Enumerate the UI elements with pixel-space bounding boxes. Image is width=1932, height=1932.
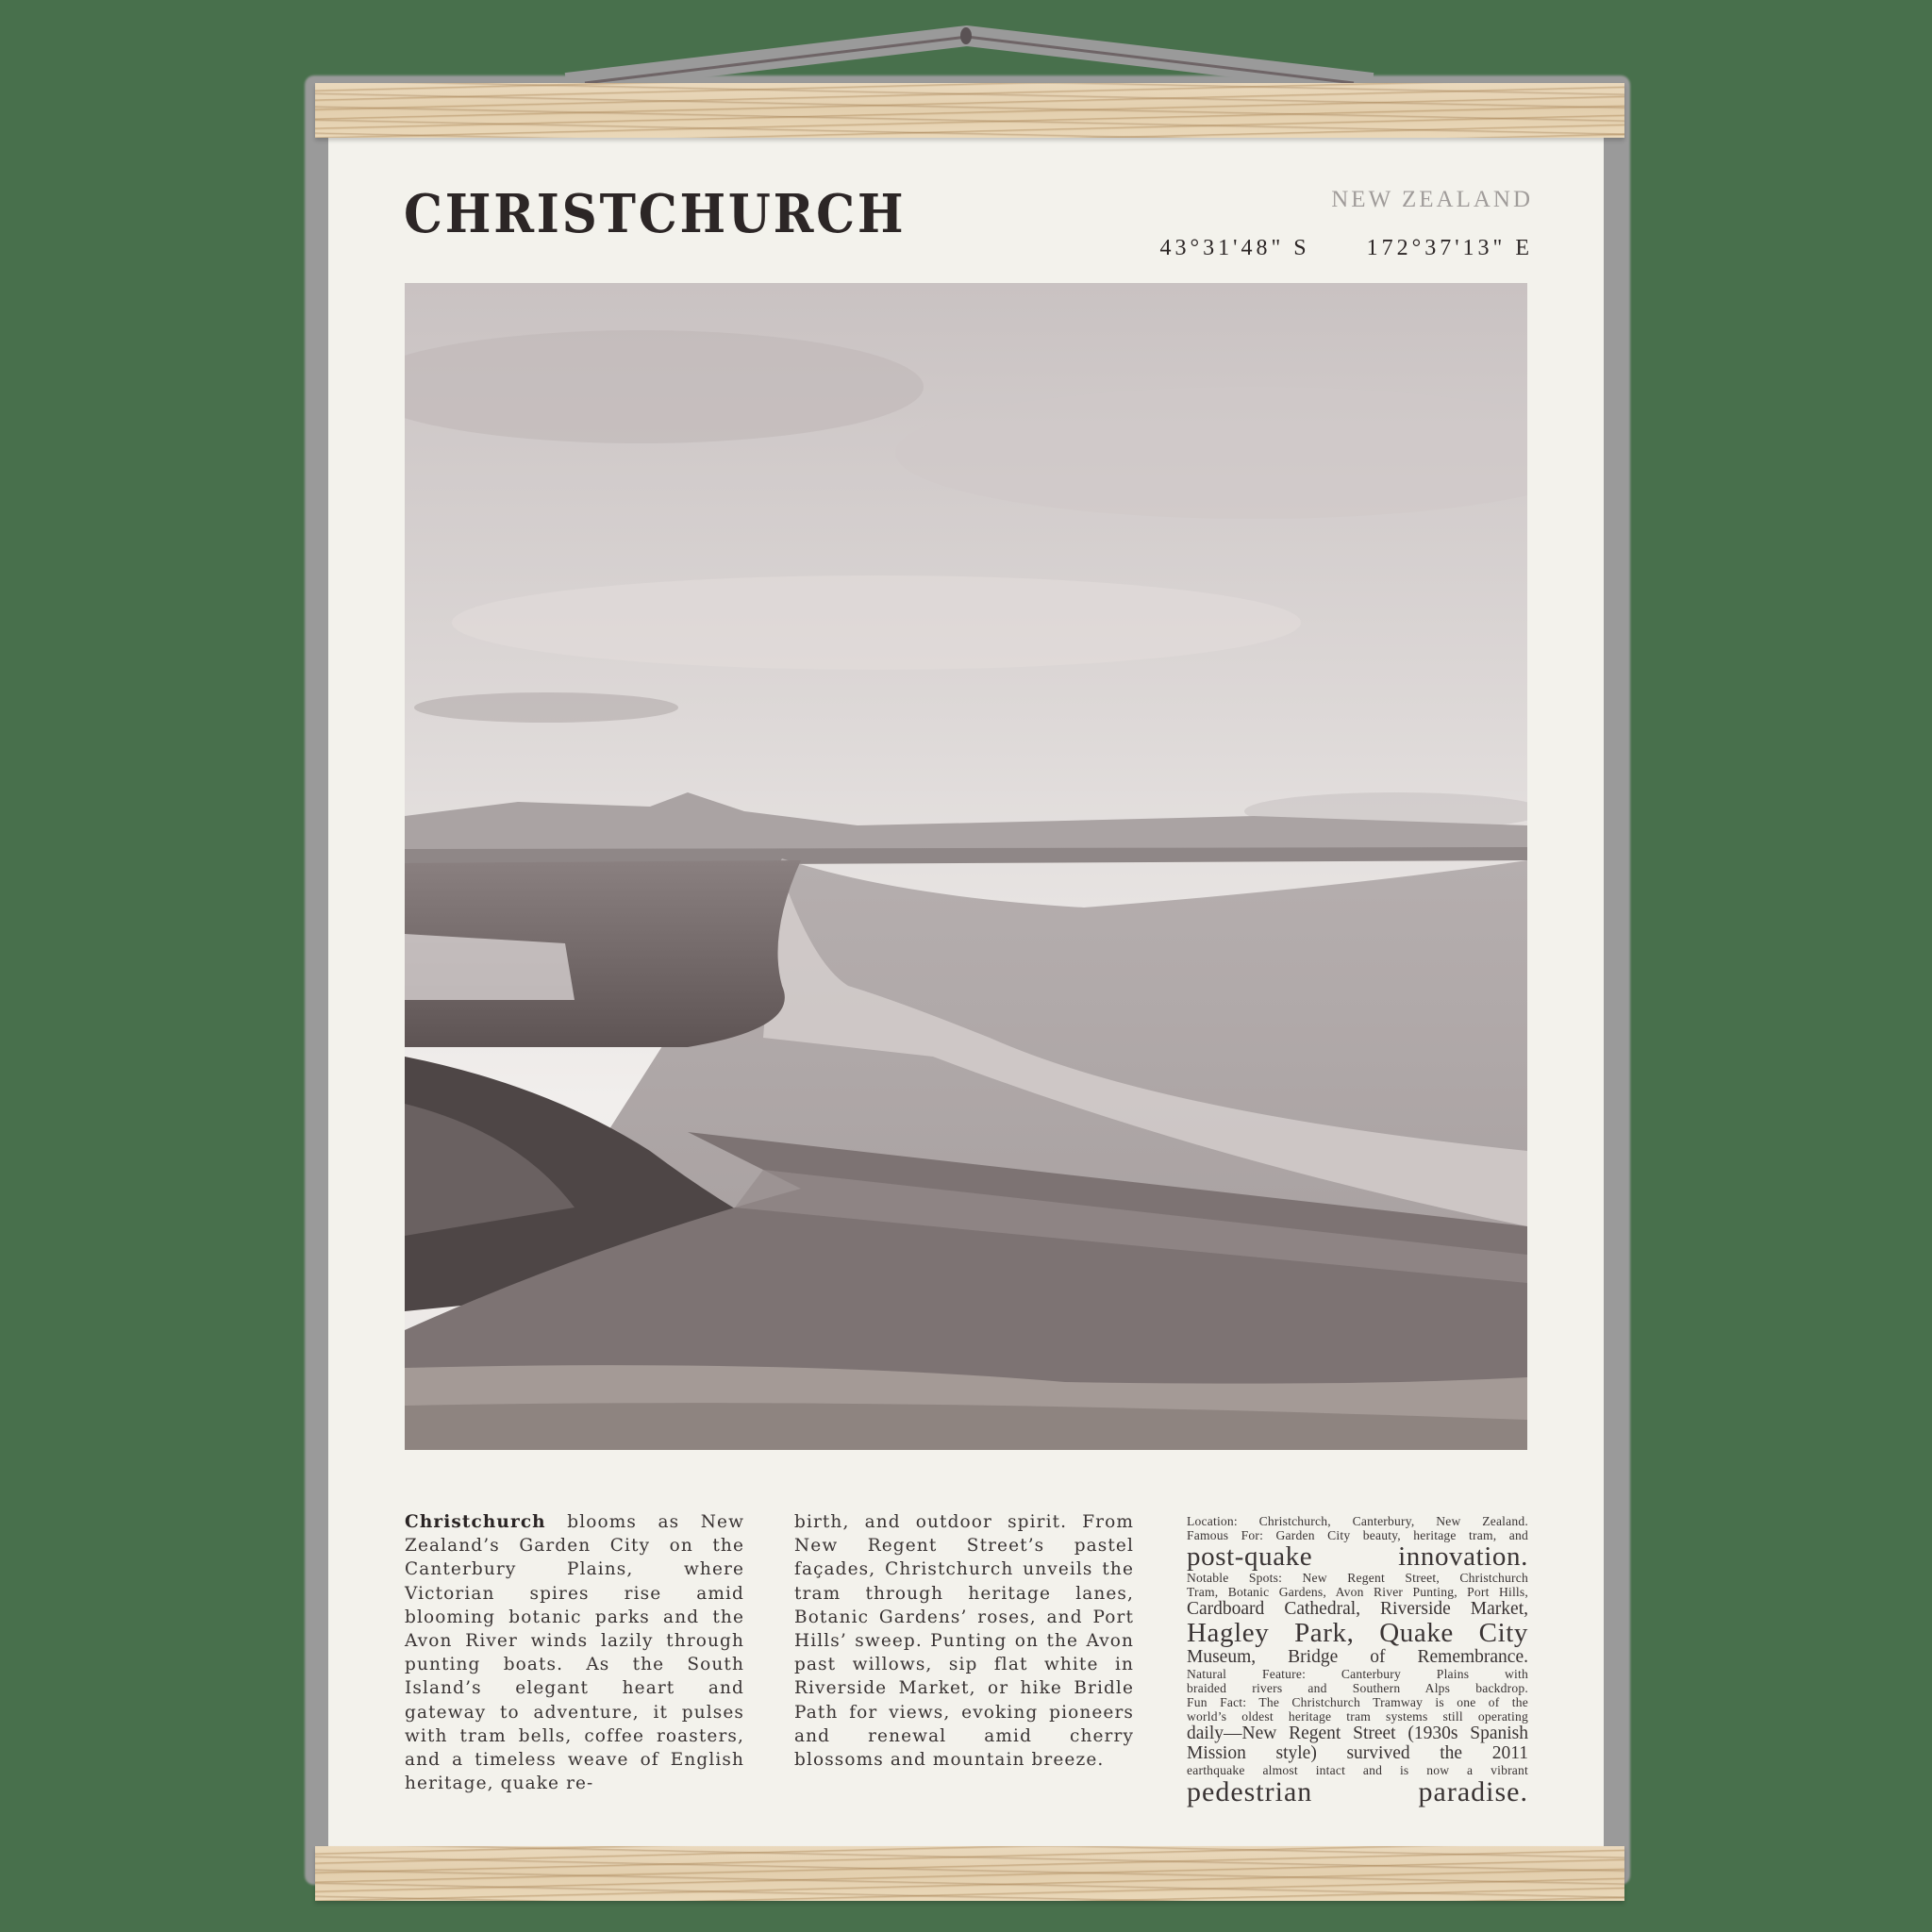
fact-line: post-quake innovation.: [1187, 1543, 1528, 1572]
bottom-wooden-hanger-bar: [315, 1846, 1624, 1901]
longitude: 172°37'13" E: [1366, 236, 1533, 260]
fact-line: pedestrian paradise.: [1187, 1778, 1528, 1807]
fact-line: Natural Feature: Canterbury Plains with: [1187, 1668, 1528, 1681]
coordinates: [1160, 236, 1533, 261]
top-wooden-hanger-bar: [315, 83, 1624, 138]
hanger-string-icon: [0, 0, 1932, 94]
fact-line: daily—New Regent Street (1930s Spanish: [1187, 1724, 1528, 1743]
fact-line: world’s oldest heritage tram systems still operating: [1187, 1710, 1528, 1724]
fact-line: earthquake almost intact and is now a vibrant: [1187, 1764, 1528, 1777]
description-lead-word: Christchurch: [405, 1512, 546, 1532]
fact-line: Museum, Bridge of Remembrance.: [1187, 1648, 1528, 1667]
fact-line: Mission style) survived the 2011: [1187, 1744, 1528, 1763]
facts-block: [1187, 1515, 1528, 1810]
country-label: NEW ZEALAND: [1331, 187, 1533, 212]
fact-line: Location: Christchurch, Canterbury, New Zealand.: [1187, 1515, 1528, 1528]
description-column-2: birth, and outdoor spirit. From New Regent Street’s pastel façades, Christchurch unveils the tram through heritage lanes, Botanic Gardens’ roses, and Port Hills’ sweep. Punting on the Avon past willows, sip flat white in Riverside Market, or hike Bridle Path for views, evoking pioneers and renewal amid cherry blossoms and mountain breeze.: [794, 1512, 1134, 1771]
poster-paper: [328, 138, 1604, 1846]
description-column-1: [405, 1510, 744, 1795]
description-text: blooms as New Zealand’s Garden City on the Canterbury Plains, where Victorian spires rise amid blooming botanic parks and the Avon River winds lazily through punting boats. As the South Island’s elegant heart and gateway to adventure, it pulses with tram bells, coffee roasters, and a timeless weave of English heritage, quake re-: [405, 1512, 744, 1794]
fact-line: braided rivers and Southern Alps backdrop.: [1187, 1682, 1528, 1695]
fact-line: Famous For: Garden City beauty, heritage tram, and: [1187, 1529, 1528, 1542]
fact-line: Cardboard Cathedral, Riverside Market,: [1187, 1600, 1528, 1619]
city-photo: [405, 283, 1527, 1450]
fact-line: Hagley Park, Quake City: [1187, 1620, 1528, 1648]
fact-line: Fun Fact: The Christchurch Tramway is one of the: [1187, 1696, 1528, 1709]
latitude: 43°31'48" S: [1159, 236, 1310, 260]
coastline-photo-icon: [405, 283, 1527, 1450]
fact-line: Notable Spots: New Regent Street, Christchurch: [1187, 1572, 1528, 1585]
fact-line: Tram, Botanic Gardens, Avon River Punting, Port Hills,: [1187, 1586, 1528, 1599]
city-title: CHRISTCHURCH: [404, 183, 907, 245]
